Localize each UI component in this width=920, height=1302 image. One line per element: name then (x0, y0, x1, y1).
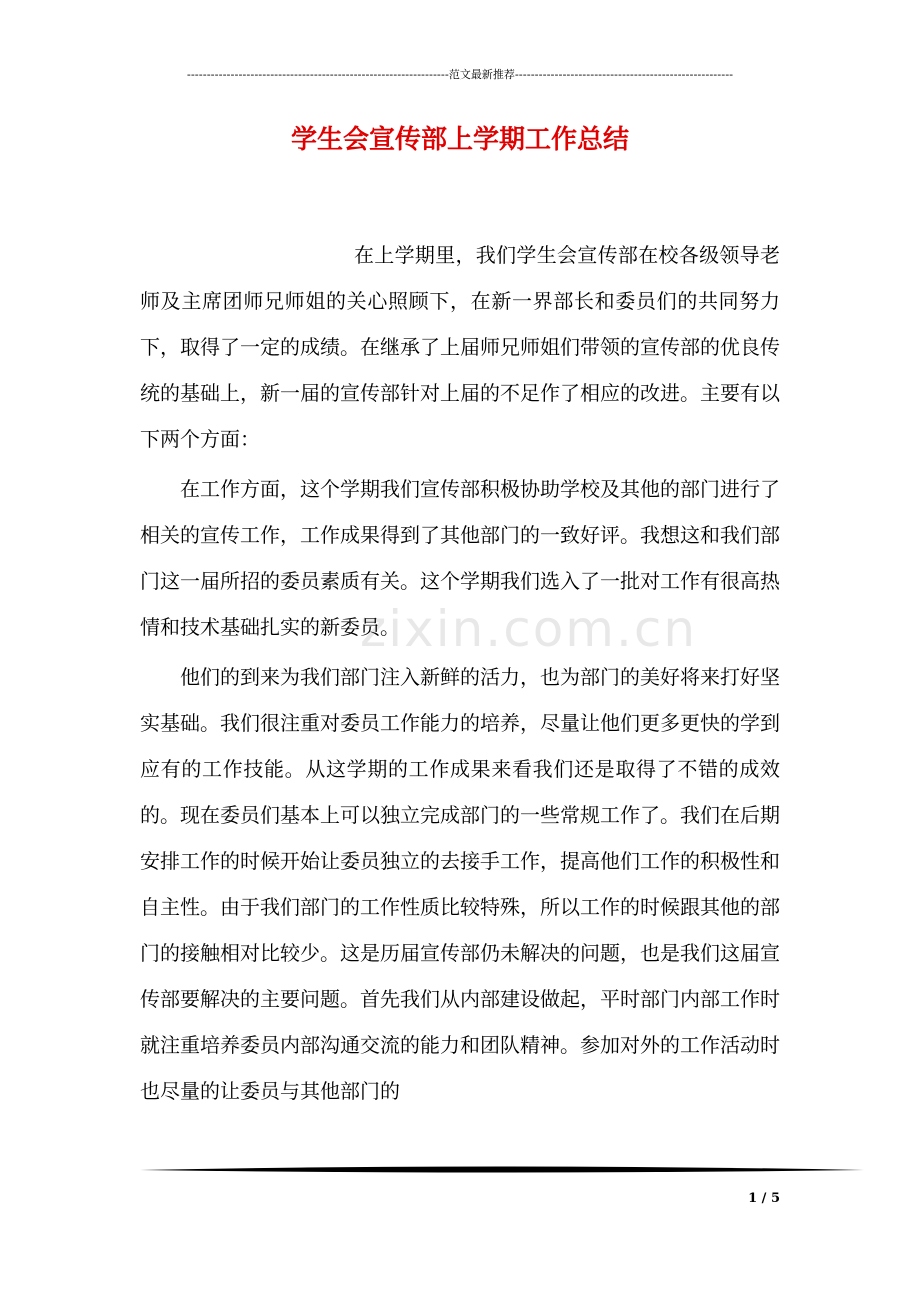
page-number: 1 / 5 (748, 1191, 780, 1206)
document-title: 学生会宣传部上学期工作总结 (290, 125, 629, 155)
document-body (140, 232, 780, 1118)
page-header: ------------------------------------------------------------------范文最新推荐------------------------------------------------------- (186, 68, 734, 81)
watermark: zixin.com.cn (360, 600, 698, 658)
paragraph: 他们的到来为我们部门注入新鲜的活力，也为部门的美好将来打好坚实基础。我们很注重对委员工作能力的培养，尽量让他们更多更快的学到应有的工作技能。从这学期的工作成果来看我们还是取得了不错的成效的。现在委员们基本上可以独立完成部门的一些常规工作了。我们在后期安排工作的时候开始让委员独立的去接手工作，提高他们工作的积极性和自主性。由于我们部门的工作性质比较特殊，所以工作的时候跟其他的部门的接触相对比较少。这是历届宣传部仍未解决的问题，也是我们这届宣传部要解决的主要问题。首先我们从内部建设做起，平时部门内部工作时就注重培养委员内部沟通交流的能力和团队精神。参加对外的工作活动时也尽量的让委员与其他部门的 (140, 665, 780, 1103)
paragraph: 在上学期里，我们学生会宣传部在校各级领导老师及主席团师兄师姐的关心照顾下，在新一界部长和委员们的共同努力下，取得了一定的成绩。在继承了上届师兄师姐们带领的宣传部的优良传统的基础上，新一届的宣传部针对上届的不足作了相应的改进。主要有以下两个方面： (140, 243, 780, 451)
footer-divider (140, 1163, 864, 1177)
paragraph: 在工作方面，这个学期我们宣传部积极协助学校及其他的部门进行了相关的宣传工作，工作成果得到了其他部门的一致好评。我想这和我们部门这一届所招的委员素质有关。这个学期我们选入了一批对工作有很高热情和技术基础扎实的新委员。 (140, 477, 780, 639)
